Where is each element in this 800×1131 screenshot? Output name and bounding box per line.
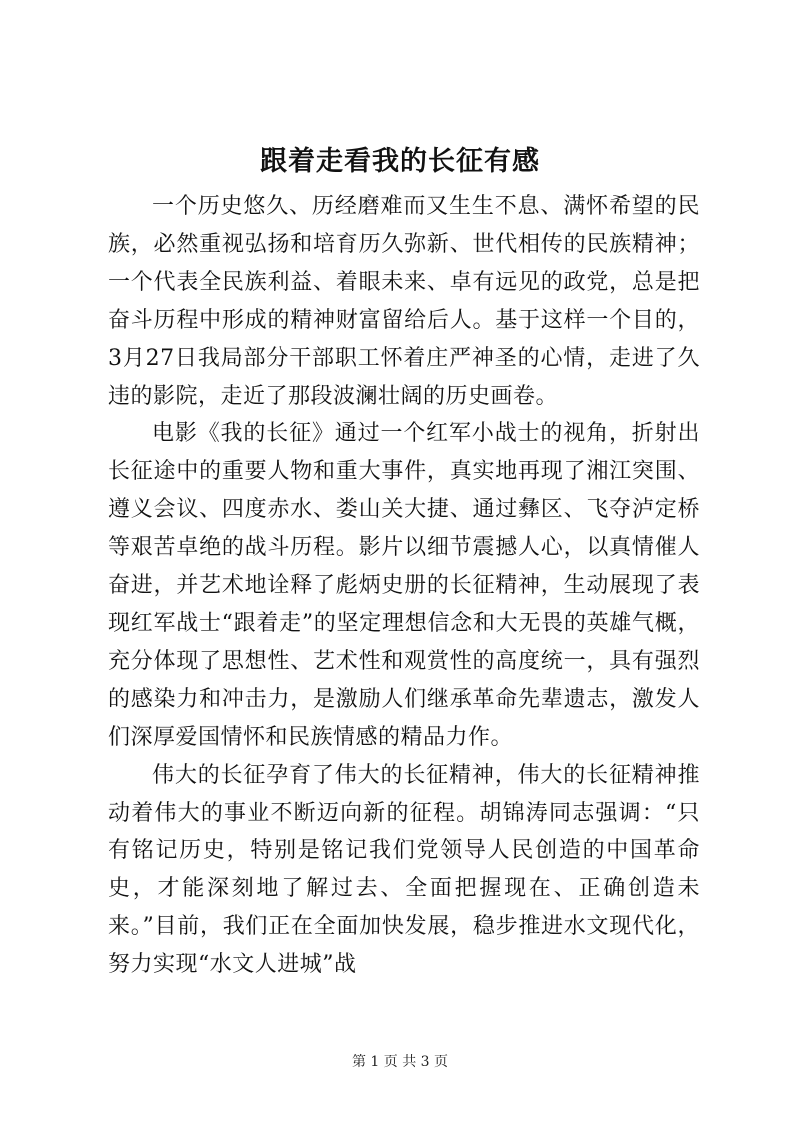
paragraph-3: 伟大的长征孕育了伟大的长征精神，伟大的长征精神推动着伟大的事业不断迈向新的征程。胡锦涛同志强调：“只有铭记历史，特别是铭记我们党领导人民创造的中国革命史，才能深刻地了解过去、全面把握现在、正确创造未来。”目前，我们正在全面加快发展，稳步推进水文现代化，努力实现“水文人进城”战 bbox=[108, 762, 700, 978]
document-body bbox=[108, 188, 700, 984]
document-title: 跟着走看我的长征有感 bbox=[260, 146, 540, 177]
paragraph-1: 一个历史悠久、历经磨难而又生生不息、满怀希望的民族，必然重视弘扬和培育历久弥新、世代相传的民族精神；一个代表全民族利益、着眼未来、卓有远见的政党，总是把奋斗历程中形成的精神财富留给后人。基于这样一个目的，3月27日我局部分干部职工怀着庄严神圣的心情，走进了久违的影院，走近了那段波澜壮阔的历史画卷。 bbox=[108, 194, 700, 409]
paragraph-2: 电影《我的长征》通过一个红军小战士的视角，折射出长征途中的重要人物和重大事件，真实地再现了湘江突围、遵义会议、四度赤水、娄山关大捷、通过彝区、飞夺泸定桥等艰苦卓绝的战斗历程。影片以细节震撼人心，以真情催人奋进，并艺术地诠释了彪炳史册的长征精神，生动展现了表现红军战士“跟着走”的坚定理想信念和大无畏的英雄气概，充分体现了思想性、艺术性和观赏性的高度统一，具有强烈的感染力和冲击力，是激励人们继承革命先辈遗志，激发人们深厚爱国情怀和民族情感的精品力作。 bbox=[108, 421, 700, 750]
page-number-footer: 第 1 页 共 3 页 bbox=[351, 1054, 449, 1070]
